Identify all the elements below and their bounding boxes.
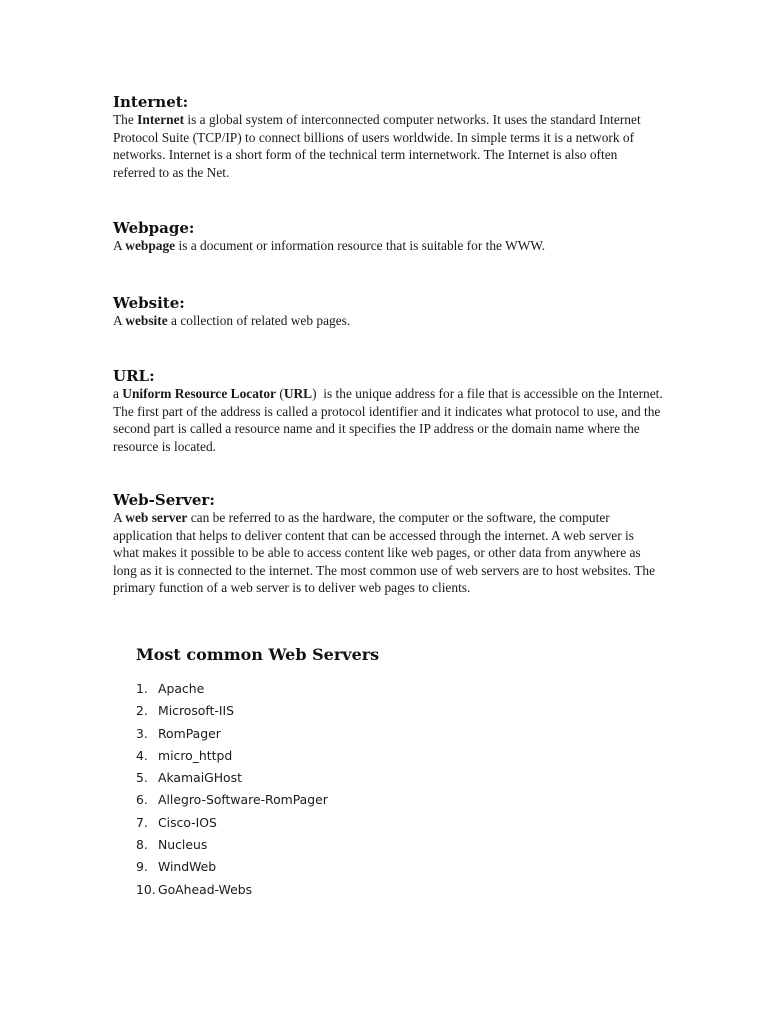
text-fragment: is a document or information resource that is suitable for the WWW. [175,238,546,253]
paragraph-url [113,385,670,455]
list-number: 10. [136,881,156,897]
term-webpage: webpage [125,238,176,253]
paragraph-website [113,312,663,330]
list-number: 1. [136,681,148,696]
text-fragment: is a global system of interconnected computer networks. It uses the standard Internet Protocol Suite (TCP/IP) to connect billions of users worldwide. In simple terms it is a network of networks. Internet is a short form of the technical term internetwork. The Internet is also often referred to as the Net. [113,112,641,180]
list-item [136,725,328,747]
text-fragment: A [113,510,126,525]
list-number: 2. [136,703,148,719]
list-item-text: Allegro-Software-RomPager [158,792,328,808]
text-fragment: a collection of related web pages. [167,313,351,328]
heading-website: Website: [113,294,185,312]
list-item-text: micro_httpd [158,747,233,763]
list-item [136,858,328,880]
list-number: 8. [136,837,148,853]
text-fragment: a [113,386,123,401]
term-url-abbr: URL [283,386,313,401]
heading-webpage: Webpage: [113,219,195,237]
text-fragment: The [113,112,138,127]
paragraph-internet [113,111,663,181]
list-item [136,814,328,836]
list-item-text: Cisco-IOS [158,814,217,830]
list-number: 3. [136,725,148,741]
section-internet [113,93,663,181]
text-fragment: A [113,313,126,328]
heading-url: URL: [113,367,155,385]
term-website: website [125,313,168,328]
text-fragment: ( [276,386,284,401]
section-webpage [113,219,663,255]
list-item-text: AkamaiGHost [158,770,242,786]
list-item [136,836,328,858]
list-number: 6. [136,792,148,808]
heading-web-server: Web-Server: [113,491,215,509]
list-number: 9. [136,859,148,875]
list-item [136,769,328,791]
web-server-list [136,680,328,903]
text-fragment: ) is the unique address for a file that is accessible on the Internet. The first part of the address is called a protocol identifier and it indicates what protocol to use, and the second part is called a resource name and it specifies the IP address or the domain name where the resource is located. [113,386,670,454]
text-fragment: can be referred to as the hardware, the computer or the software, the computer application that helps to deliver content that can be accessed through the internet. A web server is what makes it possible to be able to access content like web pages, or other data from anywhere as long as it is connected to the internet. The most common use of web servers are to host websites. The primary function of a web server is to deliver web pages to clients. [113,510,656,596]
list-item-text: Apache [158,681,205,696]
list-item [136,680,328,702]
list-item-text: RomPager [158,725,221,741]
list-item [136,881,328,903]
list-number: 7. [136,814,148,830]
text-fragment: A [113,238,126,253]
section-website [113,294,663,330]
heading-internet: Internet: [113,93,189,111]
term-internet: Internet [137,112,185,127]
list-item [136,791,328,813]
list-item-text: Microsoft-IIS [158,703,235,719]
list-item [136,702,328,724]
term-web-server: web server [125,510,188,525]
list-item [136,747,328,769]
list-number: 4. [136,747,148,763]
list-number: 5. [136,770,148,786]
paragraph-web-server [113,509,663,597]
section-web-server [113,491,663,597]
heading-common-web-servers: Most common Web Servers [136,645,380,664]
term-url-full: Uniform Resource Locator [122,386,277,401]
list-item-text: GoAhead-Webs [158,881,253,897]
list-item-text: Nucleus [158,837,208,853]
paragraph-webpage [113,237,663,255]
section-url [113,367,670,455]
list-item-text: WindWeb [158,859,217,875]
